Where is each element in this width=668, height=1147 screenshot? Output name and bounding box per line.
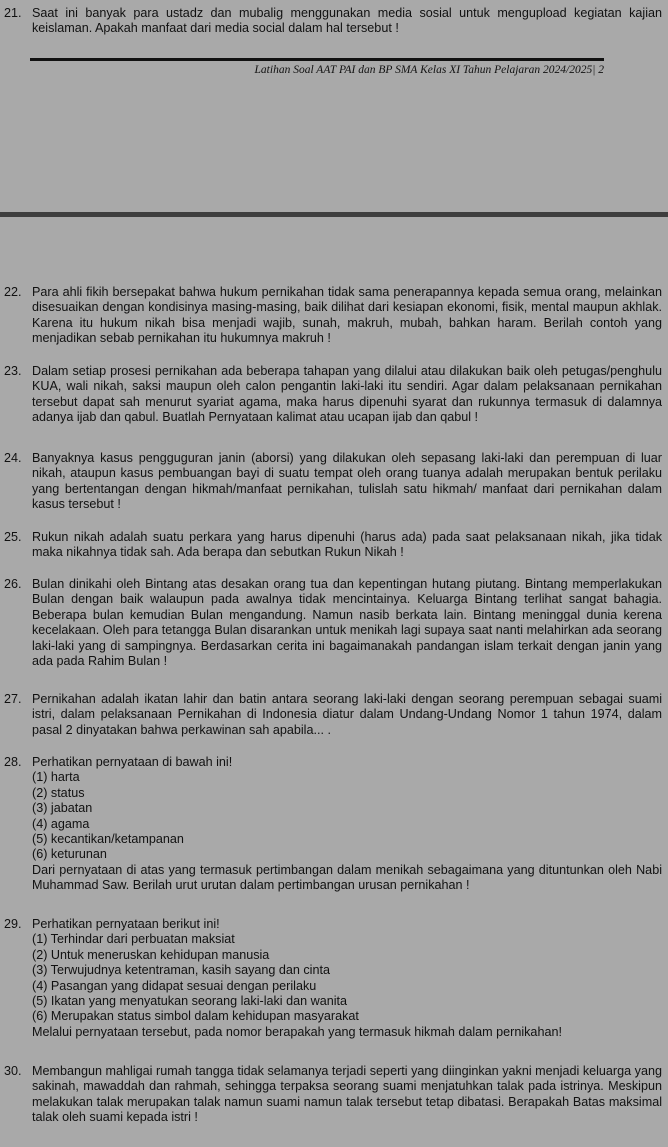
question-number: 27.: [4, 692, 22, 706]
question-text: Dari pernyataan di atas yang termasuk pertimbangan dalam menikah sebagaimana yang dituntunkan oleh Nabi Muhammad Saw. Berilah urut urutan dalam pertimbangan urusan pernikahan !: [32, 862, 662, 893]
question-27: [4, 692, 662, 738]
question-28: [4, 755, 662, 894]
question-number: 21.: [4, 6, 22, 20]
question-number: 30.: [4, 1064, 22, 1078]
question-text: Saat ini banyak para ustadz dan mubalig menggunakan media sosial untuk mengupload kegiatan kajian keislaman. Apakah manfaat dari media social dalam hal tersebut !: [32, 6, 662, 36]
option-item: (4) Pasangan yang didapat sesuai dengan perilaku: [32, 978, 317, 993]
option-item: (3) jabatan: [32, 801, 93, 816]
question-intro: Perhatikan pernyataan di bawah ini!: [32, 755, 233, 769]
option-item: (2) status: [32, 785, 85, 800]
question-30: [4, 1064, 662, 1126]
question-text: Melalui pernyataan tersebut, pada nomor berapakah yang termasuk hikmah dalam pernikahan!: [32, 1024, 562, 1039]
question-number: 22.: [4, 285, 22, 299]
option-item: (6) Merupakan status simbol dalam kehidupan masyarakat: [32, 1009, 359, 1024]
question-number: 26.: [4, 577, 22, 591]
page-divider: [30, 58, 604, 61]
question-number: 28.: [4, 755, 22, 769]
question-22: [4, 285, 662, 347]
question-text: Para ahli fikih bersepakat bahwa hukum pernikahan tidak sama penerapannya kepada semua orang, melainkan disesuaikan dengan kondisinya masing-masing, baik dilihat dari kesiapan ekonomi, fisik, mental maupun akhlak. Karena itu hukum nikah bisa menjadi wajib, sunah, makruh, mubah, bahkan haram. Berilah contoh yang menjadikan sebab pernikahan itu hukumnya makruh !: [32, 285, 662, 346]
question-number: 23.: [4, 364, 22, 378]
option-item: (1) Terhindar dari perbuatan maksiat: [32, 932, 235, 947]
option-item: (1) harta: [32, 770, 80, 785]
question-24: [4, 451, 662, 513]
question-text: Rukun nikah adalah suatu perkara yang harus dipenuhi (harus ada) pada saat pelaksanaan nikah, jika tidak maka nikahnya tidak sah. Ada berapa dan sebutkan Rukun Nikah !: [32, 530, 662, 560]
option-item: (4) agama: [32, 816, 90, 831]
option-item: (5) kecantikan/ketampanan: [32, 832, 184, 847]
question-26: [4, 577, 662, 669]
question-number: 24.: [4, 451, 22, 465]
option-item: (3) Terwujudnya ketentraman, kasih sayang dan cinta: [32, 963, 330, 978]
question-25: [4, 530, 662, 561]
question-number: 25.: [4, 530, 22, 544]
question-21: [4, 6, 662, 37]
question-intro: Perhatikan pernyataan berikut ini!: [32, 917, 220, 931]
question-number: 29.: [4, 917, 22, 931]
question-text: Dalam setiap prosesi pernikahan ada beberapa tahapan yang dilalui atau dilakukan baik oleh petugas/penghulu KUA, wali nikah, saksi maupun oleh calon pengantin laki-laki itu sendiri. Agar dalam pelaksanaan pernikahan tersebut dapat sah menurut syariat agama, maka harus dipenuhi syarat dan rukunnya termasuk di dalamnya adanya ijab dan qabul. Buatlah Pernyataan kalimat atau ucapan ijab dan qabul !: [32, 364, 662, 425]
option-item: (2) Untuk meneruskan kehidupan manusia: [32, 947, 270, 962]
question-text: Membangun mahligai rumah tangga tidak selamanya terjadi seperti yang diinginkan yakni menjadi keluarga yang sakinah, mawaddah dan rahmah, sehingga terpaksa seorang suami menjatuhkan talak pada istrinya. Meskipun melakukan talak merupakan talak namun suami namun talak tersebut tetap dibatasi. Berapakah Batas maksimal talak oleh suami kepada istri !: [32, 1064, 662, 1125]
question-29: [4, 917, 662, 1040]
question-text: Bulan dinikahi oleh Bintang atas desakan orang tua dan kepentingan hutang piutang. Bintang memperlakukan Bulan dengan baik walaupun pada awalnya tidak mencintainya. Keluarga Bintang terlihat sangat bahagia. Beberapa bulan kemudian Bulan mengandung. Namun nasib berkata lain. Bintang meninggal dunia kerena kecelakaan. Oleh para tetangga Bulan disarankan untuk menikah lagi supaya saat nanti melahirkan ada seorang laki-laki yang di sampingnya. Berdasarkan cerita ini bagaimanakah pandangan islam terkait dengan janin yang ada pada Rahim Bulan !: [32, 577, 662, 669]
option-item: (5) Ikatan yang menyatukan seorang laki-laki dan wanita: [32, 994, 348, 1009]
question-23: [4, 364, 662, 426]
question-text: Banyaknya kasus pengguguran janin (aborsi) yang dilakukan oleh sepasang laki-laki dan perempuan di luar nikah, ataupun kasus pembuangan bayi di suatu tempat oleh orang tuanya adalah merupakan bentuk perilaku yang bertentangan dengan hikmah/manfaat pernikahan, tulislah satu hikmah/ manfaat dari pernikahan dalam kasus tersebut !: [32, 451, 662, 512]
page-footer: Latihan Soal AAT PAI dan BP SMA Kelas XI Tahun Pelajaran 2024/2025| 2: [254, 64, 604, 76]
page-break: [0, 212, 668, 217]
question-text: Pernikahan adalah ikatan lahir dan batin antara seorang laki-laki dengan seorang perempuan sebagai suami istri, dalam pelaksanaan Pernikahan di Indonesia diatur dalam Undang-Undang Nomor 1 tahun 1974, dalam pasal 2 dinyatakan bahwa perkawinan sah apabila... .: [32, 692, 662, 737]
option-item: (6) keturunan: [32, 847, 107, 862]
